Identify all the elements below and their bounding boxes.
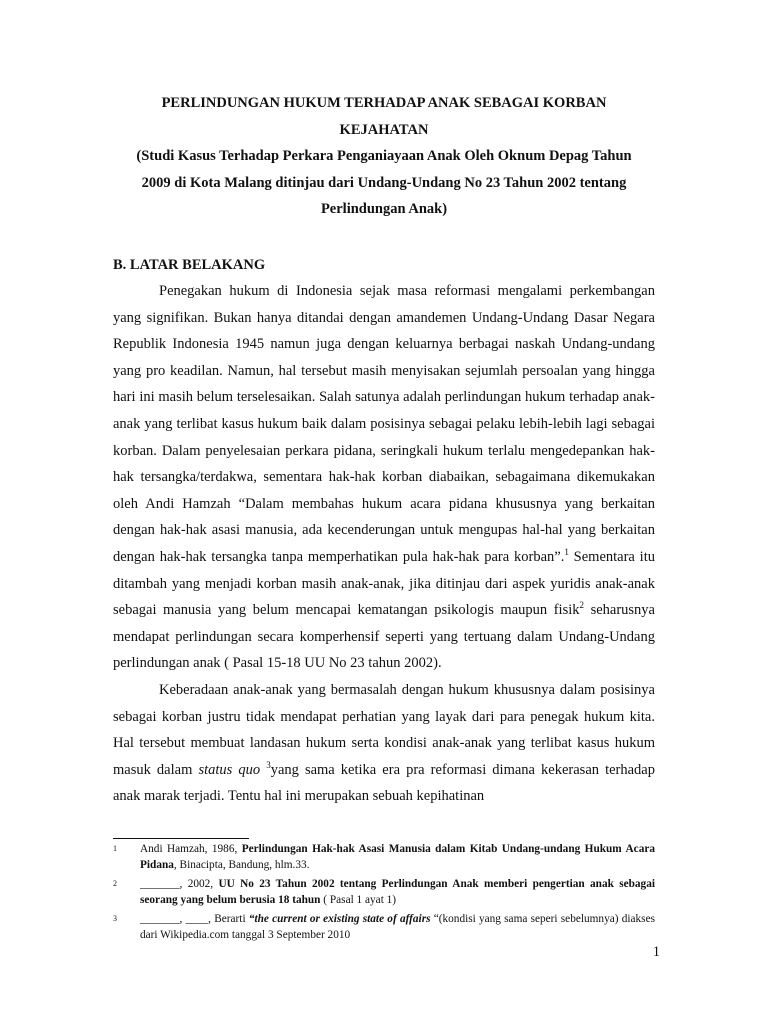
footnotes: [113, 842, 655, 947]
subtitle-line-3: Perlindungan Anak): [320, 201, 448, 217]
footnote-ref-3: 3: [266, 759, 271, 770]
footnote-ref-2: 2: [579, 600, 584, 611]
subtitle-line-1: (Studi Kasus Terhadap Perkara Penganiayaan Anak Oleh Oknum Depag Tahun: [136, 148, 632, 164]
paragraph-1-text-b: Sementara itu ditambah yang menjadi korban masih anak-anak, jika ditinjau dari aspek yuridis anak-anak sebagai manusia yang belum mencapai kematangan psikologis maupun fisik: [113, 548, 655, 619]
paragraph-1-text-a: Penegakan hukum di Indonesia sejak masa reformasi mengalami perkembangan yang signifikan. Bukan hanya ditandai dengan amandemen Undang-Undang Dasar Negara Republik Indonesia 1945 namun juga dengan keluarnya berbagai naskah Undang-undang yang pro keadilan. Namun, hal tersebut masih menyisakan sejumlah persoalan yang hingga hari ini masih belum terselesaikan. Salah satunya adalah perlindungan hukum terhadap anak-anak yang terlibat kasus hukum baik dalam posisinya sebagai pelaku lebih-lebih lagi sebagai korban. Dalam penyelesaian perkara pidana, seringkali hukum terlalu mengedepankan hak-hak tersangka/terdakwa, sementara hak-hak korban diabaikan, sebagaimana dikemukakan oleh Andi Hamzah “Dalam membahas hukum acara pidana khususnya yang berkaitan dengan hak-hak asasi manusia, ada kecenderungan untuk mengupas hal-hal yang berkaitan dengan hak-hak tersangka tanpa memperhatikan pula hak-hak para korban”.: [113, 283, 655, 565]
page-number: 1: [652, 944, 660, 960]
footnote-1-tail: , Binacipta, Bandung, hlm.33.: [173, 858, 310, 871]
footnote-3: [113, 912, 655, 943]
footnote-3-lead: _______, ____, Berarti: [140, 913, 249, 925]
footnote-2-title: UU No 23 Tahun 2002 tentang Perlindungan Anak memberi pengertian anak sebagai seorang yang belum berusia 18 tahun: [140, 878, 655, 906]
paragraph-2-text-b: yang sama ketika era pra reformasi dimana kekerasan terhadap anak marak terjadi. Tentu hal ini merupakan sebuah kepihatinan: [113, 761, 655, 805]
footnote-1: [113, 842, 655, 873]
footnote-number: 3: [113, 914, 117, 923]
paragraph-1-text-c: seharusnya mendapat perlindungan secara komperhensif seperti yang tertuang dalam Undang-Undang perlindungan anak ( Pasal 15-18 UU No 23 tahun 2002).: [113, 602, 655, 672]
footnote-number: 1: [113, 844, 117, 853]
footnote-3-tail: “(kondisi yang sama seperi sebelumnya) diakses dari Wikipedia.com tanggal 3 September 2010: [140, 913, 655, 941]
footnote-2-lead: _______, 2002,: [140, 878, 219, 890]
paragraph-2-text-a: Keberadaan anak-anak yang bermasalah dengan hukum khususnya dalam posisinya sebagai korban justru tidak mendapat perhatian yang layak dari para penegak hukum kita. Hal tersebut membuat landasan hukum serta kondisi anak-anak yang terlibat kasus hukum masuk dalam: [113, 681, 655, 778]
body-text: [113, 278, 655, 810]
footnote-2: [113, 877, 655, 908]
subtitle-line-2: 2009 di Kota Malang ditinjau dari Undang-Undang No 23 Tahun 2002 tentang: [141, 174, 627, 191]
section-heading: B. LATAR BELAKANG: [113, 257, 266, 273]
document-title: [113, 90, 655, 223]
footnote-3-quote: “the current or existing state of affairs: [248, 913, 431, 925]
paragraph-1: [113, 278, 655, 677]
title-line-2: KEJAHATAN: [339, 121, 429, 138]
footnote-number: 2: [113, 879, 117, 888]
paragraph-2: [113, 677, 655, 810]
footnote-2-tail: ( Pasal 1 ayat 1): [320, 893, 397, 906]
status-quo-term: status quo: [198, 761, 261, 778]
footnote-1-title: Perlindungan Hak-hak Asasi Manusia dalam Kitab Undang-undang Hukum Acara Pidana: [140, 843, 655, 871]
footnote-1-lead: Andi Hamzah, 1986,: [140, 843, 242, 855]
footnote-ref-1: 1: [564, 546, 569, 557]
title-line-1: PERLINDUNGAN HUKUM TERHADAP ANAK SEBAGAI KORBAN: [161, 95, 607, 111]
footnote-separator: [113, 838, 249, 839]
